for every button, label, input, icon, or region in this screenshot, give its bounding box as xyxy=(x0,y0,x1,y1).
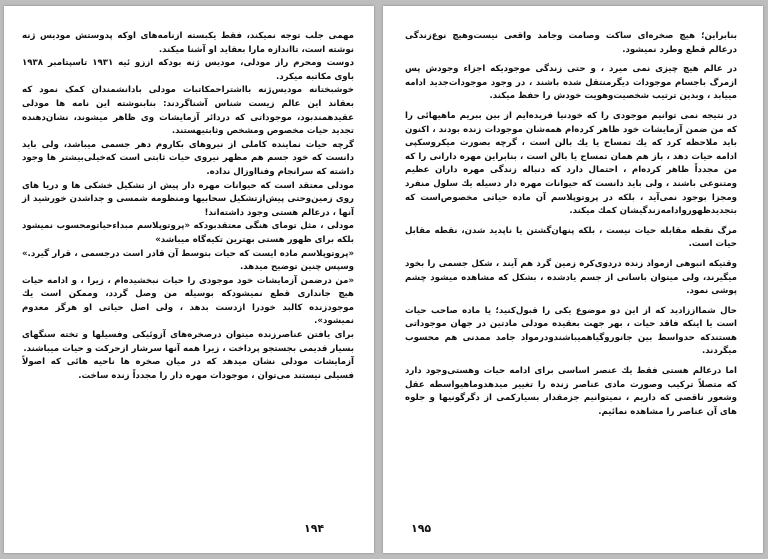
right-paragraph: در نتیجه نمی توانیم موجودی را که خودنیا فریده‌ایم از بین ببریم ماهیهائی را که من ضمن آزمایشات خود ظاهر کرده‌ام همه‌شان موجودات زنده بودند ، اکنون باید ملاحظه کرد که یك تمساح یا یك بالن است ، گرچه بصورت میکروسکپی ادامه حیات دهد ، باز هم همان تمساح یا بالن است ، بنابراین مهره دارانی را که من مجدداً ظاهر کرده‌ام ، احتمال دارد که دنباله زندگی مهره داران عظیم ومتنوعی باشند ، ولی باید دانست که حیوانات مهره دار دسیله یك سلول منفرد ومجزا بوجود نمی‌آید ، بلکه در پروتوپلاسم آن ماده حیاتی مخصوص‌است که بتجدیدظهوروادامه‌زندگیشان کمك میکند. xyxy=(405,110,737,217)
left-paragraph: مودلی ، مثل تومای هنگی معتقدبودکه «پروتوپلاسم مبداءحیاتومحسوب نمیشود بلکه برای ظهور هستی بهترین تکیه‌گاه میباشد» xyxy=(22,221,354,245)
right-page-body xyxy=(405,30,737,419)
right-page xyxy=(383,6,763,553)
right-paragraph: اما درعالم هستی فقط یك عنصر اساسی برای ادامه حیات وهستی‌وجود دارد که متصلاً ترکیب وصورت مادی عناصر زنده را تغییر میدهدوماهیواسطه عقل وشعور ناقصی که داریم ، نمیتوانیم جزمقدار بسیارکمی از دگرگونیها و جلوه های آن عناصر را مشاهده نمائیم. xyxy=(405,366,737,417)
right-page-number: ۱۹۵ xyxy=(411,522,432,535)
right-paragraph: مرگ نقطه مقابله حیات نیست ، بلکه پنهان‌گشتن یا ناپدید شدن، نقطه مقابل حیات است. xyxy=(405,225,737,250)
left-paragraph: «پروتوپلاسم ماده ایست که حیات بتوسط آن قادر است درجسمی ، قرار گیرد.» وسپس چنین توضیح میدهد. xyxy=(22,248,354,273)
right-paragraph: بنابراین؛ هیچ صخره‌ای ساکت وصامت وجامد واقعی نیست‌وهیچ نوع‌زندگی درعالم قطع وطرد نمیشود. xyxy=(405,31,737,55)
left-paragraph: برای یافتن عناصرزنده میتوان درصخره‌های آزوئیکی وفسیلها و تخته سنگهای بسیار قدیمی بجستجو پرداخت ، زیرا همه آنها سرشار ازحرکت و حیات میباشند. xyxy=(22,330,354,354)
left-page-number: ۱۹۴ xyxy=(304,522,325,535)
left-page-body xyxy=(22,30,354,383)
left-paragraph: گرچه حیات نماینده کاملی از نیروهای بکاروم دهر جسمی میباشد، ولی باید دانست که خود جسم هم مظهر نیروی حیات ثابتی است که‌خیلی‌بیشتر ها وجود داشته که سرانجام وفنااوزال نداده. xyxy=(22,139,354,177)
left-paragraph: مودلی معتقد است که حیوانات مهره دار پیش از تشکیل خشکی ها و دریا های روی زمین‌وحتی پیش‌ازتشکیل سحابیها ومنظومه شمسی و جداشدن خورشید از آنها ، درعالم هستی وجود داشته‌اند! xyxy=(22,180,354,218)
left-page xyxy=(4,6,374,553)
right-paragraph: در عالم هیچ چیزی نمی میرد ، و حتی زندگی موجودیکه اجزاء وجودش پس ازمرگ باجسام موجودات دیگرمنتقل شده باشند ، در وجود موجودات‌جدید ادامه مییابد ، وبدین ترتیب شخصیت‌وهویت خودش را حفظ میکند. xyxy=(405,64,737,102)
left-paragraph: مهمی جلب توجه نمیکند، فقط یکبسته ازنامه‌های اوکه پدوستش مودیس ژنه نوشته است، تااندازه مارا بعقاید او آشنا میکند. xyxy=(22,31,354,55)
left-paragraph: «من درضمن آزمایشات خود موجودی را حیات نبخشیده‌ام ، زیرا ، و ادامه حیات هیچ جانداری قطع نمیشودکه بوسیله من وصل گردد، وممکن است یك موجودزنده کالبد خودرا ازدست بدهد ، ولی اصل حیاتی او هرگز معدوم نمیشود». xyxy=(22,275,354,327)
left-paragraph: خوشبختانه مودیس‌ژنه بااشتراحمکاتبات مودلی بادانشمندان کمک نمود که بعقاند این عالم زیست شناس آشناگردند: بنابنوشته این نامه ها مودلی عقیدهمندبود، موجوداتی که دردائر آزمایشات وی ظاهر میشوند، نشان‌دهنده تجدید حیات مخصوص ومشخص وثابتیهستند. xyxy=(22,85,354,137)
right-paragraph: وقتیکه انبوهی ازمواد زنده دردوی‌کره زمین گرد هم آیند ، شکل جسمی را بخود میگیرند، ولی میتوان باسانی از جسم یادشده ، بشکل که مشاهده میشود چشم پوشی نمود. xyxy=(405,258,737,297)
left-paragraph: دوست ومحرم راز مودلی، مودیس ژنه بودکه اززو ئیه ۱۹۳۱ تاسپتامبر ۱۹۳۸ باوی مکاتبه میکرد. xyxy=(22,58,354,82)
right-paragraph: حال شمااززادید که از این دو موضوع یکی را قبول‌کنید؛ یا ماده صاحب حیات است یا اینکه فاقد حیات ، بهر جهت بعقیده مودلی ماد‌تین در جهان موجوداتی هستندکه حدواسط بین جانوروگیاهمیباشندودرمواد جامد ممدنی هم محسوب میگردند. xyxy=(405,305,737,357)
left-paragraph: آزمایشات مودلی نشان میدهد که در میان صخره ها ناحیه هائی که اصولاً فسیلی نیستند می‌توان ، موجودات مهره دار را مجدداً زنده ساخت. xyxy=(22,357,354,381)
